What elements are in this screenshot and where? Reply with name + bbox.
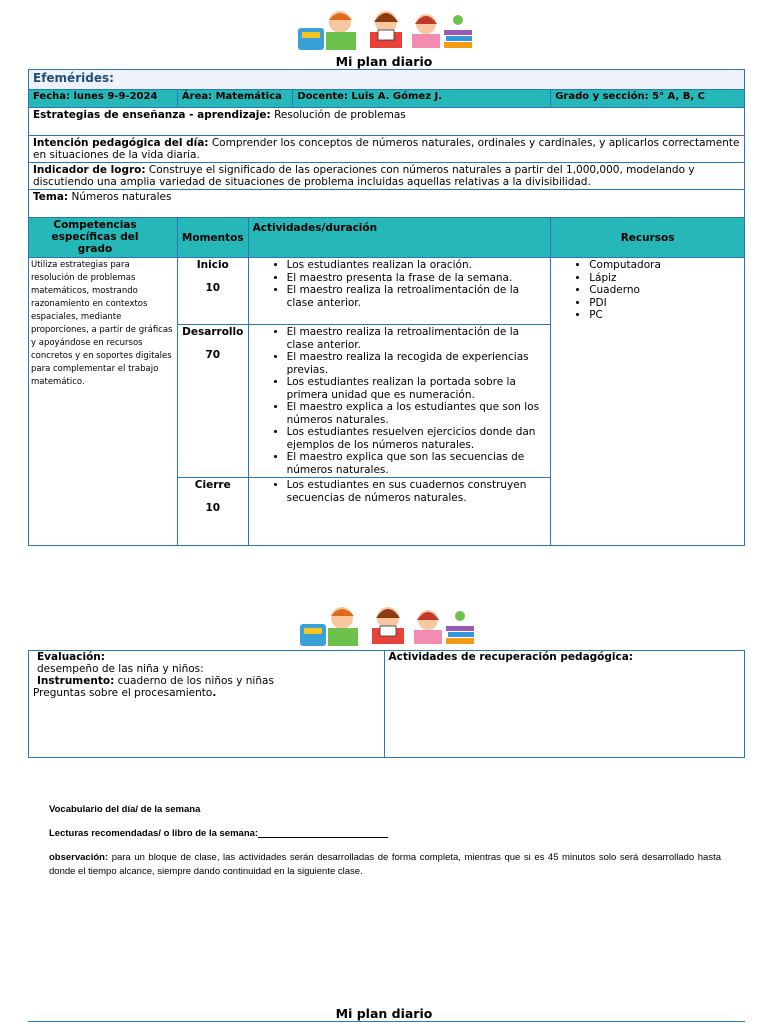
momento-desarrollo-name: Desarrollo bbox=[182, 326, 244, 338]
list-item: • Cuaderno bbox=[589, 284, 740, 297]
intencion-label: Intención pedagógica del día: bbox=[33, 137, 209, 149]
kids-reading-logo bbox=[296, 8, 474, 52]
observacion-label: observación: bbox=[49, 852, 109, 863]
momento-inicio-name: Inicio bbox=[196, 259, 229, 271]
page-title: Mi plan diario bbox=[335, 54, 433, 69]
intencion-value: Comprender los conceptos de números naturales, ordinales y cardinales, y aplicarlos correctamente en situaciones de la vida diaria. bbox=[33, 137, 740, 161]
col-competencias bbox=[29, 218, 178, 258]
fecha-cell: Fecha: lunes 9-9-2024 bbox=[29, 90, 178, 108]
list-item: • Computadora bbox=[589, 259, 740, 272]
kids-reading-logo bbox=[298, 604, 476, 648]
col-momentos: Momentos bbox=[177, 218, 248, 258]
list-item: • PC bbox=[589, 309, 740, 322]
competencia-text: Utiliza estrategias para resolución de problemas matemáticos, mostrando razonamiento en contextos espaciales, mediante proporciones, a partir de gráficas y apoyándose en recursos concretos y en soportes digitales para complementar el trabajo matemático. bbox=[29, 258, 178, 546]
momento-inicio-minutes: 10 bbox=[205, 282, 221, 294]
momento-cierre-name: Cierre bbox=[194, 479, 231, 491]
list-item: • El maestro explica que son las secuencias de números naturales. bbox=[287, 451, 547, 476]
recursos-cell bbox=[551, 258, 745, 546]
list-item: • Lápiz bbox=[589, 272, 740, 285]
tema-label: Tema: bbox=[33, 191, 69, 203]
table-top-border bbox=[28, 1021, 745, 1022]
col-recursos: Recursos bbox=[551, 218, 745, 258]
evaluacion-cell bbox=[29, 651, 385, 758]
momento-desarrollo-minutes: 70 bbox=[205, 349, 221, 361]
col-actividades: Actividades/duración bbox=[248, 218, 551, 258]
lecturas-blank bbox=[258, 837, 388, 838]
list-item: • El maestro presenta la frase de la semana. bbox=[287, 272, 547, 285]
evaluacion-label: Evaluación: bbox=[37, 651, 105, 663]
list-item: • El maestro realiza la retroalimentación de la clase anterior. bbox=[287, 284, 547, 309]
preguntas-end: . bbox=[212, 687, 217, 699]
actividades-cierre bbox=[248, 478, 551, 546]
efemerides-cell: Efemérides: bbox=[29, 70, 745, 90]
observacion-paragraph bbox=[49, 851, 721, 879]
momento-cierre-minutes: 10 bbox=[205, 502, 221, 514]
momento-inicio bbox=[177, 258, 248, 325]
momento-desarrollo bbox=[177, 325, 248, 478]
area-cell: Área: Matemática bbox=[177, 90, 292, 108]
tema-value: Números naturales bbox=[68, 191, 172, 203]
lecturas-label: Lecturas recomendadas/ o libro de la semana: bbox=[49, 828, 259, 839]
estrategias-label: Estrategias de enseñanza - aprendizaje: bbox=[33, 109, 271, 121]
list-item: • El maestro realiza la recogida de experiencias previas. bbox=[287, 351, 547, 376]
indicador-label: Indicador de logro: bbox=[33, 164, 146, 176]
recuperacion-cell: Actividades de recuperación pedagógica: bbox=[384, 651, 745, 758]
instrumento-label: Instrumento: bbox=[37, 675, 115, 687]
list-item: • Los estudiantes realizan la oración. bbox=[287, 259, 547, 272]
estrategias-value: Resolución de problemas bbox=[270, 109, 406, 121]
docente-cell: Docente: Luis A. Gómez J. bbox=[293, 90, 551, 108]
estrategias-cell bbox=[29, 108, 745, 136]
col-competencias-label: Competencias específicas del grado bbox=[51, 219, 139, 255]
observacion-text: para un bloque de clase, las actividades serán desarrolladas de forma completa, mientras que si es 45 minutos solo será desarrollado hasta donde el tiempo alcance, siempre dando continuidad en la siguiente clase. bbox=[49, 852, 721, 877]
list-item: • El maestro realiza la retroalimentación de la clase anterior. bbox=[287, 326, 547, 351]
grado-cell: Grado y sección: 5° A, B, C bbox=[551, 90, 745, 108]
preguntas-text: Preguntas sobre el procesamiento bbox=[33, 687, 213, 699]
page-title: Mi plan diario bbox=[335, 1006, 433, 1021]
momento-cierre bbox=[177, 478, 248, 546]
daily-plan-table bbox=[28, 69, 745, 546]
tema-cell bbox=[29, 190, 745, 218]
instrumento-value: cuaderno de los niños y niñas bbox=[114, 675, 274, 687]
vocabulario-label: Vocabulario del día/ de la semana bbox=[49, 804, 201, 815]
indicador-value: Construye el significado de las operaciones con números naturales a partir del 1,000,000, modelando y discutiendo una amplia variedad de situaciones de problema incluidas aquellas relativas a la divisibilidad. bbox=[33, 164, 695, 188]
list-item: • Los estudiantes realizan la portada sobre la primera unidad que es numeración. bbox=[287, 376, 547, 401]
list-item: • Los estudiantes en sus cuadernos construyen secuencias de números naturales. bbox=[287, 479, 547, 504]
actividades-inicio bbox=[248, 258, 551, 325]
evaluacion-line: desempeño de las niña y niños: bbox=[37, 663, 204, 675]
evaluacion-table bbox=[28, 650, 745, 758]
list-item: • El maestro explica a los estudiantes que son los números naturales. bbox=[287, 401, 547, 426]
indicador-cell bbox=[29, 163, 745, 190]
intencion-cell bbox=[29, 136, 745, 163]
actividades-desarrollo bbox=[248, 325, 551, 478]
lecturas-line bbox=[49, 828, 388, 839]
list-item: • PDI bbox=[589, 297, 740, 310]
list-item: • Los estudiantes resuelven ejercicios donde dan ejemplos de los números naturales. bbox=[287, 426, 547, 451]
